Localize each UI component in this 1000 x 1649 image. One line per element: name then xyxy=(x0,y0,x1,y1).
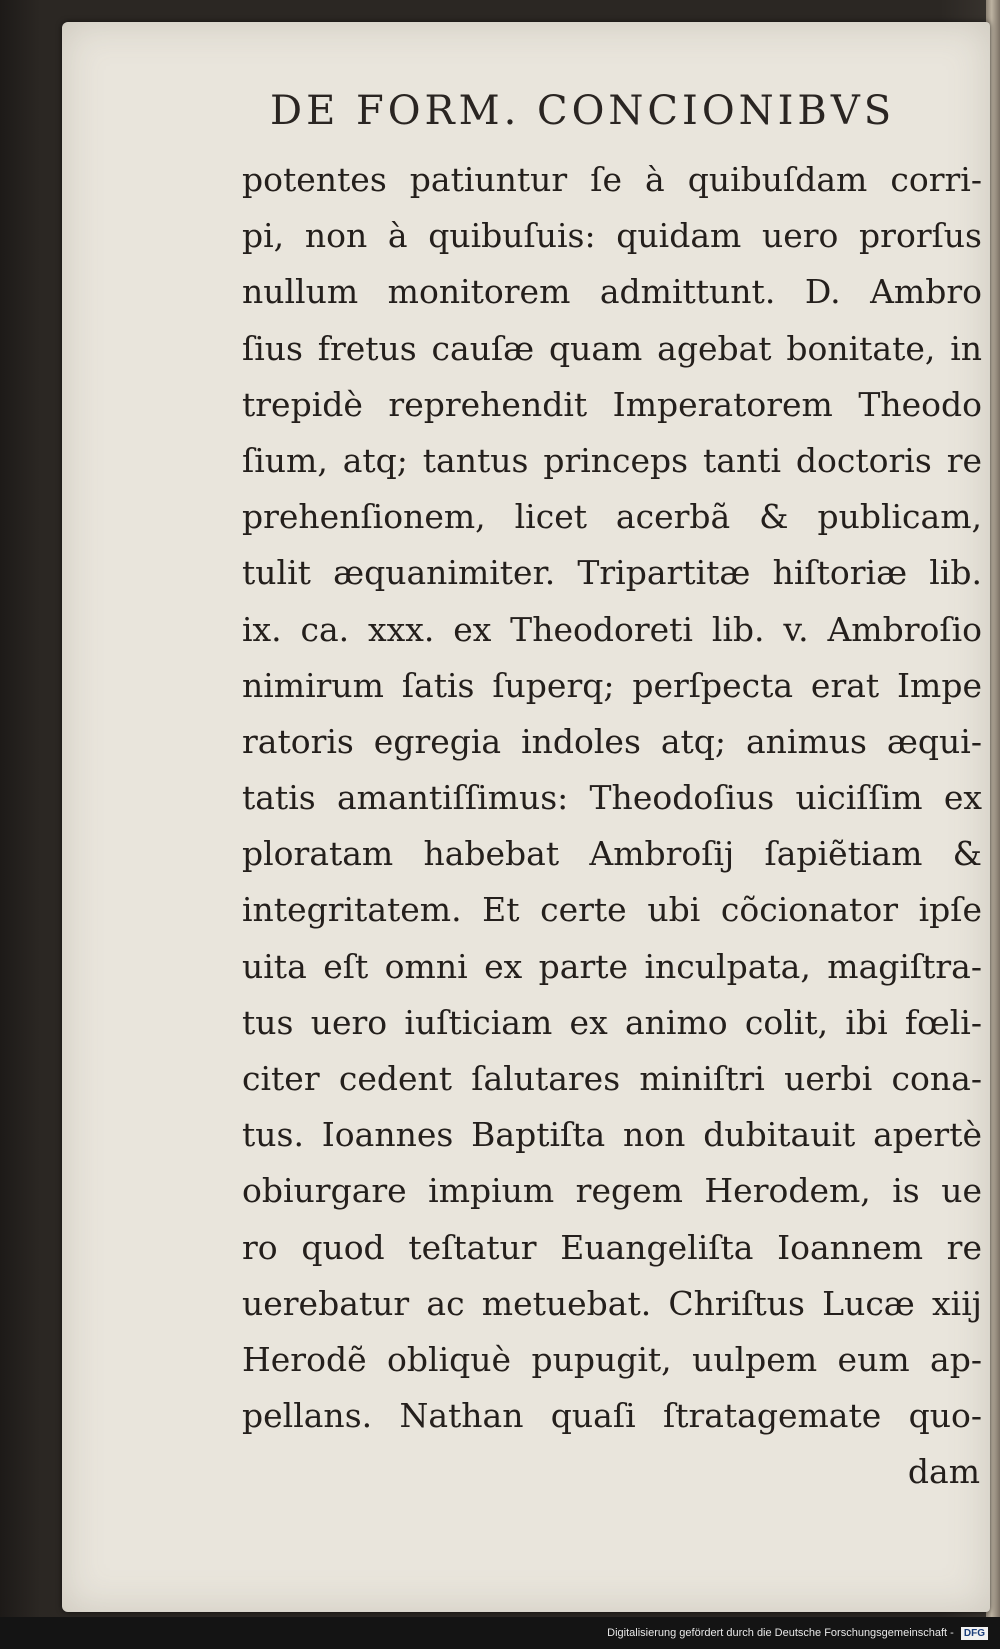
text-line: nullum monitorem admittunt. D. Ambro xyxy=(242,272,982,312)
catchword: dam xyxy=(907,1452,980,1492)
text-line: tulit æquanimiter. Tripartitæ hiſtoriæ lib. xyxy=(242,553,982,593)
text-line: Herodẽ obliquè pupugit, uulpem eum ap- xyxy=(242,1339,982,1379)
text-line: pellans. Nathan quaſi ſtratagemate quo- xyxy=(242,1396,982,1436)
text-line: uerebatur ac metuebat. Chriſtus Lucæ xiij xyxy=(242,1283,982,1323)
digitization-footer xyxy=(0,1617,1000,1649)
funding-credit xyxy=(607,1627,988,1640)
text-line: tus. Ioannes Baptiſta non dubitauit apertè xyxy=(242,1115,982,1155)
text-line: ro quod teſtatur Euangeliſta Ioannem re xyxy=(242,1227,982,1267)
text-line: pi, non à quibuſuis: quidam uero prorſus xyxy=(242,216,982,256)
text-line: obiurgare impium regem Herodem, is ue xyxy=(242,1171,982,1211)
running-head: DE FORM. CONCIONIBVS xyxy=(270,88,896,134)
text-line: nimirum ſatis ſuperq; perſpecta erat Impe xyxy=(242,665,982,705)
text-line: uita eſt omni ex parte inculpata, magiſtra- xyxy=(242,946,982,986)
text-line: ploratam habebat Ambroſij ſapiẽtiam & xyxy=(242,834,982,874)
text-line: ratoris egregia indoles atq; animus æqui- xyxy=(242,721,982,761)
text-line: integritatem. Et certe ubi cõcionator ipſe xyxy=(242,890,982,930)
text-line: ſius fretus cauſæ quam agebat bonitate, in xyxy=(242,328,982,368)
page-body-text xyxy=(242,152,982,1501)
text-line: ſium, atq; tantus princeps tanti doctoris re xyxy=(242,440,982,480)
text-line: potentes patiuntur ſe à quibuſdam corri- xyxy=(242,160,982,199)
text-line: ix. ca. xxx. ex Theodoreti lib. v. Ambroſio xyxy=(242,609,982,649)
text-line: trepidè reprehendit Imperatorem Theodo xyxy=(242,384,982,424)
text-line: tatis amantiſſimus: Theodoſius uiciſſim ex xyxy=(242,778,982,818)
dfg-logo: DFG xyxy=(961,1627,988,1640)
text-line: prehenſionem, licet acerbã & publicam, xyxy=(242,497,982,537)
funding-credit-text: Digitalisierung gefördert durch die Deutsche Forschungsgemeinschaft - xyxy=(607,1627,954,1639)
text-line: citer cedent ſalutares miniſtri uerbi cona- xyxy=(242,1059,982,1098)
text-line: tus uero iuſticiam ex animo colit, ibi fœli- xyxy=(242,1002,982,1042)
